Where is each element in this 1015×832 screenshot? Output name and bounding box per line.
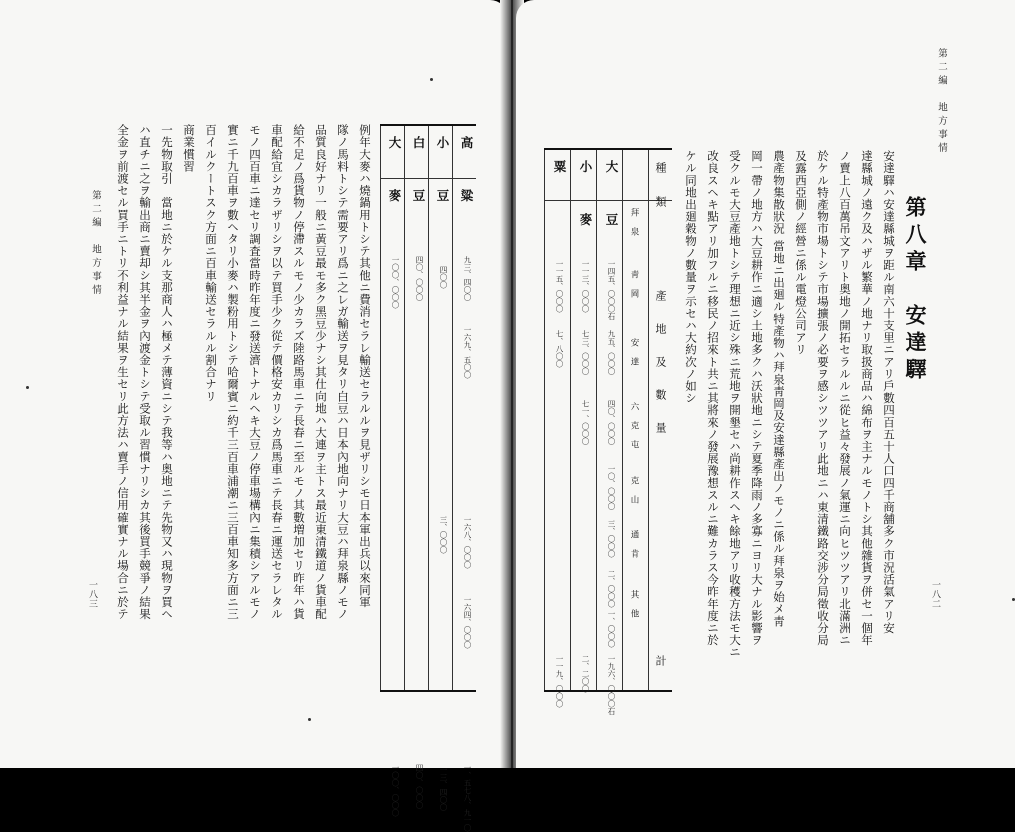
ink-speck xyxy=(430,78,433,81)
right-table-cell: 七三、〇〇〇 xyxy=(581,330,590,375)
right-table-col-rokuton: 六 克 屯 xyxy=(629,402,639,450)
left-table-cell: 一〇〇、〇〇〇 xyxy=(391,764,400,817)
right-table-cell: 四〇、〇〇〇 xyxy=(607,400,616,445)
left-page-table xyxy=(380,124,476,832)
right-table-cell: 一、〇〇〇 xyxy=(607,610,616,648)
right-table-corner-header: 種 類 xyxy=(654,162,667,213)
right-section-title: 農產物集散狀況 xyxy=(772,150,786,235)
left-paragraph-line-8: 百イルクートスク方面ニ百車輸送セラルル割合ナリ xyxy=(204,124,218,403)
left-table-cell: 三、〇〇〇 xyxy=(439,516,448,554)
left-table-cell: 一六四、〇〇〇 xyxy=(463,596,472,649)
right-table-cell: 一一九、〇〇〇 xyxy=(555,655,564,708)
right-paragraph-2-line-3: 受クルモ大豆產地トシテ理想ニ近シ殊ニ荒地ヲ開墾セハ尚耕作スヘキ餘地アリ收穫方法モ大ニ xyxy=(728,150,742,659)
left-paragraph-line-6: モノ四百車ニ達セリ調査當時昨年度ニ發送濟トナルヘキ大豆ノ停車場構內ニ集積シアルモノ xyxy=(248,124,262,621)
left-paragraph-line-2: 隊ノ馬料トシテ需要アリ爲ニ之レガ輸送ヲ見タリ白豆ハ日本內地向ナリ大豆ハ拜泉縣ノモノ xyxy=(336,124,350,621)
left-page-number: 一八三 xyxy=(87,580,97,609)
chapter-title: 第八章 安達驛 xyxy=(903,196,928,385)
left-paragraph-line-4: 給不足ノ爲貨物ノ停滯スルモノ少カラズ陸路馬車ニテ長春ニ至ルモノ其數増加セリ昨年ハ貨 xyxy=(292,124,306,621)
right-table-row-label-millet: 粟 xyxy=(552,160,567,187)
right-running-header: 第二編 地方事情 xyxy=(936,48,947,156)
right-table-total-header: 計 xyxy=(654,655,667,672)
left-table-row-label-kaoliang: 高 粱 xyxy=(459,136,474,216)
left-table-cell: 一六八、〇〇〇 xyxy=(463,516,472,569)
right-table-cell: 一九六、〇〇〇石 xyxy=(607,655,616,715)
right-table-cell: 九五、〇〇〇 xyxy=(607,330,616,375)
right-page-table xyxy=(544,148,672,715)
ink-speck xyxy=(26,386,29,389)
left-paragraph-line-7: 實ニ千九百車ヲ數ヘタリ小麥ハ製粉用トシテ哈爾賓ニ約千三百車浦潮ニ三百車知多方面ニ三 xyxy=(226,124,240,621)
right-table-cell: 一〇、〇〇〇 xyxy=(607,465,616,510)
right-paragraph-line-2: 達縣城ノ遠ク及ハザル繁華ノ地ナリ取扱商品ハ綿布ヲ主ナルモノトシ其他雜貨ヲ併セ一個年 xyxy=(860,150,874,647)
right-table-cell: 一四五、〇〇〇石 xyxy=(607,260,616,320)
right-paragraph-line-3: ノ賣上八百萬吊文アリト奥地ノ開拓セラルルニ從ヒ益々發展ノ氣運ニ向ヒツツアリ北滿洲ニ xyxy=(838,150,852,647)
right-table-cell: 二、〇〇〇 xyxy=(607,570,616,608)
right-table-col-anda: 安 達 xyxy=(629,338,639,367)
right-table-product-area-header: 產地及數量 xyxy=(654,290,667,455)
left-table-cell: 一〇〇、〇〇〇 xyxy=(391,256,400,309)
left-running-header: 第二編 地方事情 xyxy=(90,190,101,298)
right-table-cell: 七、八〇〇 xyxy=(555,330,564,368)
right-paragraph-2-line-1: 當地ニ出廻ル特產物ハ拜泉靑岡及安達縣產出ノモノニ係ル拜泉ヲ始メ靑 xyxy=(772,228,786,628)
left-table-row-label-azuki: 小 豆 xyxy=(435,136,450,216)
left-table-cell: 一、五七八、九一〇 xyxy=(463,764,472,832)
right-table-cell: 七一、〇〇〇 xyxy=(581,400,590,445)
right-table-col-kokuzan: 克 山 xyxy=(629,476,639,505)
right-table-col-tsuko: 通 肯 xyxy=(629,530,639,559)
left-paragraph-line-1: 例年大麥ハ燒鍋用トシテ其他ニ費消セラレ輸送セラルルヲ見ザリシモ日本軍出兵以來同軍 xyxy=(358,124,372,608)
right-table-row-label-wheat: 小 麥 xyxy=(578,160,593,240)
left-paragraph-2-line-3: 全金ヲ前渡セル買手ニトリ不利益ナル結果ヲ生セリ此方法ハ賣手ノ信用確實ナル場合ニ於テ xyxy=(116,124,130,621)
right-table-col-seiko: 靑 岡 xyxy=(629,270,639,299)
left-table-cell: 四〇、〇〇〇 xyxy=(415,256,424,301)
right-table-cell: 三、〇〇〇 xyxy=(607,520,616,558)
left-paragraph-2-line-1: 一先物取引 當地ニ於ケル支那商人ハ極メテ薄資ニシテ我等ハ奥地ニテ先物又ハ現物ヲ買ヘ xyxy=(160,124,174,621)
right-table-row-label-soybean: 大 豆 xyxy=(604,160,619,240)
right-paragraph-line-1: 安達驛ハ安達縣城ヲ距ル南六十支里ニアリ戶數四百五十人口四千商舖多ク市況活氣アリ安 xyxy=(882,150,896,634)
left-section-title: 商業慣習 xyxy=(182,124,196,173)
right-paragraph-line-5: 及露西亞側ノ經營ニ係ル電燈公司アリ xyxy=(794,150,808,356)
right-paragraph-2-line-4: 改良スヘキ點アリ加フルニ移民ノ招來ト共ニ其將來ノ發展豫想スルニ難カラス今昨年度ニ於 xyxy=(706,150,720,647)
right-table-cell: 一一三、〇〇〇 xyxy=(581,260,590,313)
left-paragraph-line-5: 車配給宜シカラザリシヲ以テ買手少ク從テ價格安カリシカ爲馬車ニテ長春ニ運送セラレタル xyxy=(270,124,284,621)
right-page xyxy=(516,0,1015,768)
right-table-cell: 一一五、〇〇〇 xyxy=(555,260,564,313)
left-table-cell: 四〇〇 xyxy=(439,266,448,289)
left-table-cell: 九三、四〇〇 xyxy=(463,256,472,301)
left-paragraph-line-3: 品質良好ナリ一般ニ黃豆最モ多ク黑豆少ナシ其仕向地ハ大連ヲ主トス最近東清鐵道ノ貨車配 xyxy=(314,124,328,621)
left-table-cell: 一三、四〇〇 xyxy=(439,766,448,811)
left-table-cell: 四〇、〇〇〇 xyxy=(415,764,424,809)
right-table-cell: 二、二〇〇 xyxy=(581,655,590,693)
left-table-row-label-white-bean: 白 豆 xyxy=(411,136,426,216)
right-table-col-haisen: 拜 泉 xyxy=(629,208,639,237)
left-table-row-label-barley: 大 麥 xyxy=(387,136,402,216)
right-paragraph-2-line-5: ケル同地出廻穀物ノ數量ヲ示セハ大約次ノ如シ xyxy=(684,150,698,405)
left-paragraph-2-line-2: ハ直チニ之ヲ輸出商ニ賣却シ其半金ヲ內渡金トシテ受取ル習慣ナリシカ其後買手競爭ノ結果 xyxy=(138,124,152,621)
left-table-cell: 一六九、五〇〇 xyxy=(463,326,472,379)
right-table-col-other: 其 他 xyxy=(629,590,639,619)
ink-speck xyxy=(308,718,311,721)
right-page-number: 一八二 xyxy=(930,580,940,609)
right-paragraph-2-line-2: 岡一帶ノ地方ハ大豆耕作ニ適シ土地多クハ沃狀地ニシテ夏季降雨ノ多寡ニヨリ大ナル影響ヲ xyxy=(750,150,764,647)
right-paragraph-line-4: 於ケル特產物市場トシテ市場擴張ノ必要ヲ感シツツアリ此地ニハ東清鐵路交涉分局徵收分局 xyxy=(816,150,830,647)
